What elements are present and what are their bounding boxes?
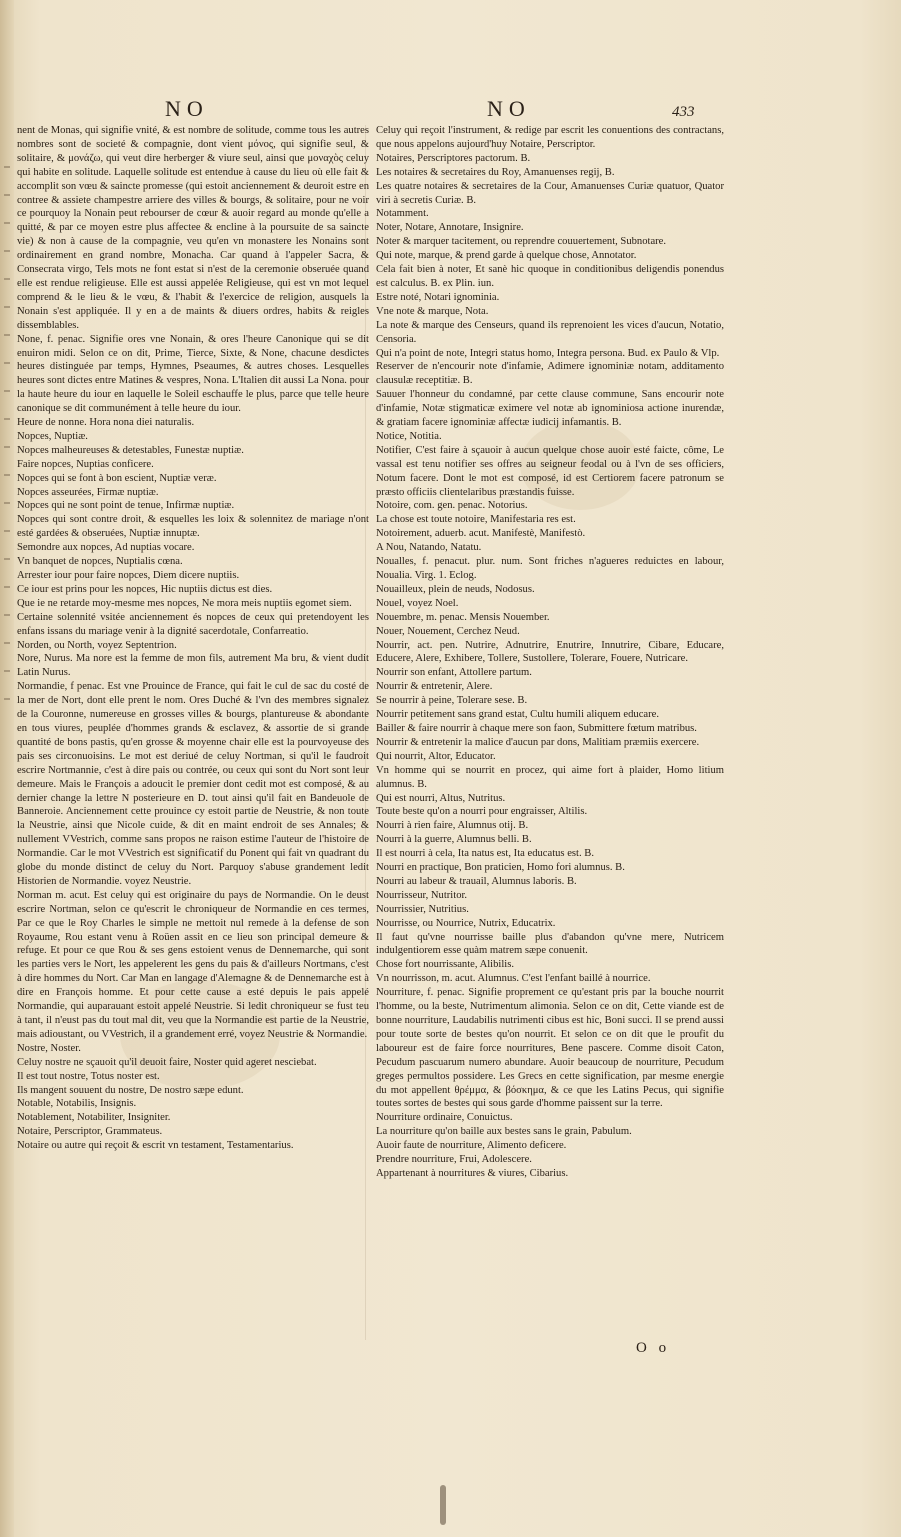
dictionary-entry: Arrester iour pour faire nopces, Diem dicere nuptiis. xyxy=(17,570,240,581)
dictionary-entry: Nopces qui ne sont point de tenue, Infirmæ nuptiæ. xyxy=(17,500,235,512)
page-number: 433 xyxy=(672,104,695,120)
dictionary-entry: Notoire, com. gen. penac. Notorius. xyxy=(376,500,528,512)
dictionary-entry: Nourrisseur, Nutritor. xyxy=(376,889,468,901)
dictionary-entry: Notaire ou autre qui reçoit & escrit vn testament, Testamentarius. xyxy=(17,1140,294,1152)
dictionary-entry: Nopces malheureuses & detestables, Funestæ nuptiæ. xyxy=(17,444,244,456)
dictionary-entry: Noualles, f. penacut. plur. num. Sont friches n'agueres reduictes en labour, Noualia. Virg. 1. Eclog. xyxy=(376,556,724,581)
dictionary-entry: Nouel, voyez Noel. xyxy=(376,597,459,609)
dictionary-entry: Faire nopces, Nuptias conficere. xyxy=(17,458,154,470)
dictionary-entry: Nostre, Noster. xyxy=(17,1042,81,1054)
dictionary-entry: Vn nourrisson, m. acut. Alumnus. C'est l'enfant baillé à nourrice. xyxy=(376,973,651,985)
dictionary-entry: Notice, Notitia. xyxy=(376,430,442,442)
catchword: O o xyxy=(636,1340,671,1356)
dictionary-entry: A Nou, Natando, Natatu. xyxy=(376,542,482,554)
dictionary-entry: Reserver de n'encourir note d'infamie, Adimere ignominiæ notam, additamento clausulæ receptitiæ. B. xyxy=(376,361,724,387)
dictionary-entry: Nourri à rien faire, Alumnus otij. B. xyxy=(376,820,529,832)
dictionary-entry: nent de Monas, qui signifie vnité, & est nombre de solitude, comme tous les autres nombres sont de societé & compagnie, dont vient μόνος, qui signifie seul, & solitaire, & μονάζω, qui veut dire herberger & viure seul, ainsi que μοναχὸς celuy qui habite en solitude. Laquelle solitude est entendue à cause du lieu où elle fait & accomplit son vœu & saincte promesse (qui estoit anciennement & deuroit estre en contree & assiete champestre arriere des villes & bourgs, & solitaire, pour ne voir ce pourquoy la Nonain peut rebourser de cœur & auoir regard au monde qu'elle a quitté, & par ce moyen estre plus affectee & encline à la poursuite de sa saincte vie) & non à cause de la compagnie, veu qu'en vn monastere les Nonains sont ordinairement en grand nombre, Monacha. Car quand à l'appeler Sacra, & Consecrata virgo, Tels mots ne font estat si n'est de la ceremonie obseruée quand elle est rendue religieuse. Elle est aussi appelée Religieuse, qui est vn mot lequel comprend & le lieu & le vœu, & l'habit & l'exercice de religion, ausquels la Nonain s'est appliquée. Il y en a de maints & diuers ordres, habits & reigles dissemblables. xyxy=(17,125,369,331)
left-column xyxy=(17,124,369,1153)
dictionary-entry: Nourrissier, Nutritius. xyxy=(376,903,469,915)
dictionary-entry: Sauuer l'honneur du condamné, par cette clause commune, Sans encourir note d'infamie, Notæ stigmaticæ eximere vel notæ ab ignominiosa actione inurendæ, & gratiam facere ignominiæ affectæ iudicij infamantis. B. xyxy=(376,389,724,429)
dictionary-entry: Il faut qu'vne nourrisse baille plus d'abandon qu'vne mere, Nutricem indulgentiorem esse quàm matrem sæpe conuenit. xyxy=(376,931,724,957)
dictionary-entry: Nouembre, m. penac. Mensis Nouember. xyxy=(376,611,550,623)
dictionary-entry: Nourrir petitement sans grand estat, Cultu humili aliquem educare. xyxy=(376,709,660,721)
dictionary-entry: Ce iour est prins pour les nopces, Hic nuptiis dictus est dies. xyxy=(17,583,273,595)
dictionary-entry: Se nourrir à peine, Tolerare sese. B. xyxy=(376,695,528,707)
dictionary-entry: La chose est toute notoire, Manifestaria res est. xyxy=(376,514,576,526)
dictionary-entry: Il est nourri à cela, Ita natus est, Ita educatus est. B. xyxy=(376,848,594,860)
dictionary-entry: Certaine solennité vsitée anciennement és nopces de ceux qui pretendoyent les enfans issans du mariage venir à la dignité sacerdotale, Confarreatio. xyxy=(17,611,369,637)
dictionary-entry: Nourriture, f. penac. Signifie proprement ce qu'estant pris par la bouche nourrit l'homme, ou la beste, Nutrimentum alimonia. Selon ce on dit, Cette viande est de bonne nourriture, Laudabilis nutrimenti cibus est hic, Boni succi. Il se prend aussi pour toute sorte de bestes qu'on nourrit. Et selon ce on dit que le proufit du laboureur est de faire force nourritures, Bene pascere. Comme disoit Caton, Pecudum pascuarum numero abundare. Auoir beaucoup de nourriture, Pecudum greges permultos possidere. Les Grecs en cette signification, par mesme energie du mot appellent θρέμμα, & βόσκημα, & ce que les Latins Pecus, qui signifie toutes sortes de bestes qui sous garde d'homme paissent sur la terre. xyxy=(376,987,724,1110)
dictionary-entry: Que ie ne retarde moy-mesme mes nopces, Ne mora meis nuptiis egomet siem. xyxy=(17,597,352,609)
dictionary-entry: Notaires, Perscriptores pactorum. B. xyxy=(376,152,531,164)
dictionary-entry: Norman m. acut. Est celuy qui est originaire du pays de Normandie. On le deust escrire Nortman, selon ce qu'escrit le chroniqueur de Normandie en ces termes, Par ce que le Roy Charles le simple ne mettoit nul remede à la defense de son Royaume, Rou estant venu à Roüen assit en ce lieu son principal demeure & refuge. Et pour ce que Rou & ses gens estoient venus de Dennemarche, qui sont les parties vers le Nort, les appelerent les gens du pais & d'ailleurs Nortmans, c'est à dire hommes du Nort. Car Man en langage d'Alemagne & de Dennemarche est à dire en François homme. Et pour cette cause a esté depuis le pais appelé Normandie, qui auparauant estoit appelé Neustrie. Si ledit chroniqueur se fust teu à tant, il n'eust pas du tout mal dit, veu que la Normandie est partie de la Neustrie, mais adioustant, ou VVestrich, il a grandement erré, voyez Neustrie & Normandie. xyxy=(17,889,369,1040)
dictionary-entry: Qui nourrit, Altor, Educator. xyxy=(376,750,496,762)
dictionary-entry: Bailler & faire nourrir à chaque mere son faon, Submittere fœtum matribus. xyxy=(376,722,697,734)
dictionary-entry: Nourri à la guerre, Alumnus belli. B. xyxy=(376,834,532,846)
dictionary-entry: Nopces asseurées, Firmæ nuptiæ. xyxy=(17,486,159,498)
dictionary-entry: La note & marque des Censeurs, quand ils reprenoient les vices d'aucun, Notatio, Censoria. xyxy=(376,319,724,345)
dictionary-entry: Nore, Nurus. Ma nore est la femme de mon fils, autrement Ma bru, & vient dudit Latin Nurus. xyxy=(17,653,369,679)
dictionary-entry: Qui n'a point de note, Integri status homo, Integra persona. Bud. ex Paulo & Vlp. xyxy=(376,347,720,359)
dictionary-entry: Nouailleux, plein de neuds, Nodosus. xyxy=(376,583,535,595)
dictionary-entry: Noter & marquer tacitement, ou reprendre couuertement, Subnotare. xyxy=(376,236,667,248)
dictionary-entry: Les notaires & secretaires du Roy, Amanuenses regij, B. xyxy=(376,166,615,178)
dictionary-entry: Norden, ou North, voyez Septentrion. xyxy=(17,639,177,651)
dictionary-entry: Vne note & marque, Nota. xyxy=(376,305,489,317)
dictionary-entry: Chose fort nourrissante, Alibilis. xyxy=(376,959,515,971)
running-head-left: NO xyxy=(165,96,209,121)
margin-marks xyxy=(1,140,13,1140)
dictionary-entry: La nourriture qu'on baille aux bestes sans le grain, Pabulum. xyxy=(376,1126,632,1138)
dictionary-entry: Nopces, Nuptiæ. xyxy=(17,430,88,442)
dictionary-entry: Nourri en practique, Bon praticien, Homo fori alumnus. B. xyxy=(376,862,625,874)
dictionary-entry: Nouer, Nouement, Cerchez Neud. xyxy=(376,625,520,637)
dictionary-entry: Nourrir & entretenir, Alere. xyxy=(376,681,493,693)
dictionary-entry: Qui est nourri, Altus, Nutritus. xyxy=(376,792,506,804)
dictionary-entry: Notablement, Notabiliter, Insigniter. xyxy=(17,1112,171,1124)
dictionary-entry: Ils mangent souuent du nostre, De nostro sæpe edunt. xyxy=(17,1084,244,1096)
running-head-right: NO xyxy=(487,96,531,121)
dictionary-entry: Nopces qui sont contre droit, & esquelles les loix & solennitez de mariage n'ont esté gardées & obseruées, Nuptiæ innuptæ. xyxy=(17,514,369,540)
dictionary-entry: Normandie, f penac. Est vne Prouince de France, qui fait le cul de sac du costé de la mer de Nort, dont elle prent le nom. Ores Duché & l'vn des membres signalez de la Couronne, numereuse en grosses villes & bourgs, plantureuse & abondante en tous viures, peuplée d'hommes grands & esclavez, & assortie de si grande quantité de bons pastis, qu'en grosse & moyenne chair elle est la pourvoyeuse des pais ses circonuoisins. Le mot est deriué de celuy Nortman, si qu'il le faudroit escrire Nortmannie, c'est à dire pais ou contrée, ou ceux qui sont du Nort sont leur demeure. Mais le François a adoucit le premier dont cedit mot est composé, & au dernier change la lettre N posterieure en D. tout ainsi qu'il fait en Bandeuole de Banneroie. Anciennement cette prouince cy estoit partie de Neustrie, & non toute la Neustrie, ainsi que Nicole cuide, & dit en maint endroit de ses Annales; & nullement VVestrich, comme sans propos ne raison estime l'auteur de l'histoire de Normandie. Car le mot VVestrich est significatif du Ponent qui fait vn quadrant du globe du monde distinct de celuy du Nort. Parquoy s'abuse grandement ledit Historien de Normandie. voyez Neustrie. xyxy=(17,681,369,887)
dictionary-entry: Les quatre notaires & secretaires de la Cour, Amanuenses Curiæ quatuor, Quator viri à secretis Curiæ. B. xyxy=(376,180,724,206)
dictionary-entry: Auoir faute de nourriture, Alimento deficere. xyxy=(376,1140,567,1152)
dictionary-entry: Notifier, C'est faire à sçauoir à aucun quelque chose auoir esté faicte, côme, Le vassal est tenu notifier ses offres au seigneur feodal ou à l'vn de ses officiers, Notum facere. Dont le mot est composé, id est Certiorem facere patronum se præsto officiis clientelaribus præstandis fuisse. xyxy=(376,444,724,498)
dictionary-entry: Notaire, Perscriptor, Grammateus. xyxy=(17,1126,163,1138)
dictionary-entry: Il est tout nostre, Totus noster est. xyxy=(17,1070,160,1082)
dictionary-entry: Celuy nostre ne sçauoit qu'il deuoit faire, Noster quid ageret nesciebat. xyxy=(17,1056,317,1068)
dictionary-entry: Appartenant à nourritures & viures, Cibarius. xyxy=(376,1167,569,1179)
dictionary-entry: Nourri au labeur & trauail, Alumnus laboris. B. xyxy=(376,875,577,887)
dictionary-entry: Qui note, marque, & prend garde à quelque chose, Annotator. xyxy=(376,250,637,262)
dictionary-entry: Heure de nonne. Hora nona diei naturalis. xyxy=(17,417,195,429)
dictionary-entry: Vn homme qui se nourrit en procez, qui aime fort à plaider, Homo litium alumnus. B. xyxy=(376,764,724,790)
dictionary-entry: Nopces qui se font à bon escient, Nuptiæ veræ. xyxy=(17,472,217,484)
dictionary-entry: Noter, Notare, Annotare, Insignire. xyxy=(376,222,524,234)
dictionary-entry: Nourrir & entretenir la malice d'aucun par dons, Malitiam præmiis exercere. xyxy=(376,736,700,748)
dictionary-entry: Celuy qui reçoit l'instrument, & redige par escrit les conuentions des contractans, que nous appelons aujourd'huy Notaire, Perscriptor. xyxy=(376,125,724,150)
dictionary-entry: Nourriture ordinaire, Conuictus. xyxy=(376,1112,513,1124)
right-column xyxy=(376,124,724,1181)
dictionary-entry: Nourrir son enfant, Attollere partum. xyxy=(376,667,532,679)
dictionary-entry: Cela fait bien à noter, Et sanè hic quoque in conditionibus deligendis ponendus est calculus. B. ex Plin. iun. xyxy=(376,264,724,289)
dictionary-entry: Notoirement, aduerb. acut. Manifestè, Manifestò. xyxy=(376,528,586,540)
dictionary-entry: Notamment. xyxy=(376,208,429,220)
dictionary-entry: Nourrisse, ou Nourrice, Nutrix, Educatrix. xyxy=(376,917,556,929)
dictionary-entry: Vn banquet de nopces, Nuptialis cœna. xyxy=(17,556,183,568)
dictionary-entry: Estre noté, Notari ignominia. xyxy=(376,291,500,303)
dictionary-entry: Nourrir, act. pen. Nutrire, Adnutrire, Enutrire, Innutrire, Cibare, Educare, Educere, Alere, Exhibere, Tollere, Sustollere, Tolerare, Fouere, Nutricare. xyxy=(376,639,724,665)
binding-mark xyxy=(440,1485,446,1525)
dictionary-entry: Notable, Notabilis, Insignis. xyxy=(17,1098,137,1110)
dictionary-entry: Prendre nourriture, Frui, Adolescere. xyxy=(376,1154,532,1166)
dictionary-entry: Toute beste qu'on a nourri pour engraisser, Altilis. xyxy=(376,806,588,818)
dictionary-entry: None, f. penac. Signifie ores vne Nonain, & ores l'heure Canonique qui se dit enuiron midi. Selon ce on dit, Prime, Tierce, Sixte, & None, chacune desdictes heures distinguée par temps, Hymnes, Pseaumes, & autres choses. Lesquelles heures sont dictes entre Matines & vespres, Nona. L'Italien dit aussi La Nona. pour la haute heure du iour en laquelle le Soleil eschauffe le plus, parce que telle heure canonique se dit communément à telle heure du iour. xyxy=(17,333,369,415)
dictionary-entry: Semondre aux nopces, Ad nuptias vocare. xyxy=(17,542,195,554)
